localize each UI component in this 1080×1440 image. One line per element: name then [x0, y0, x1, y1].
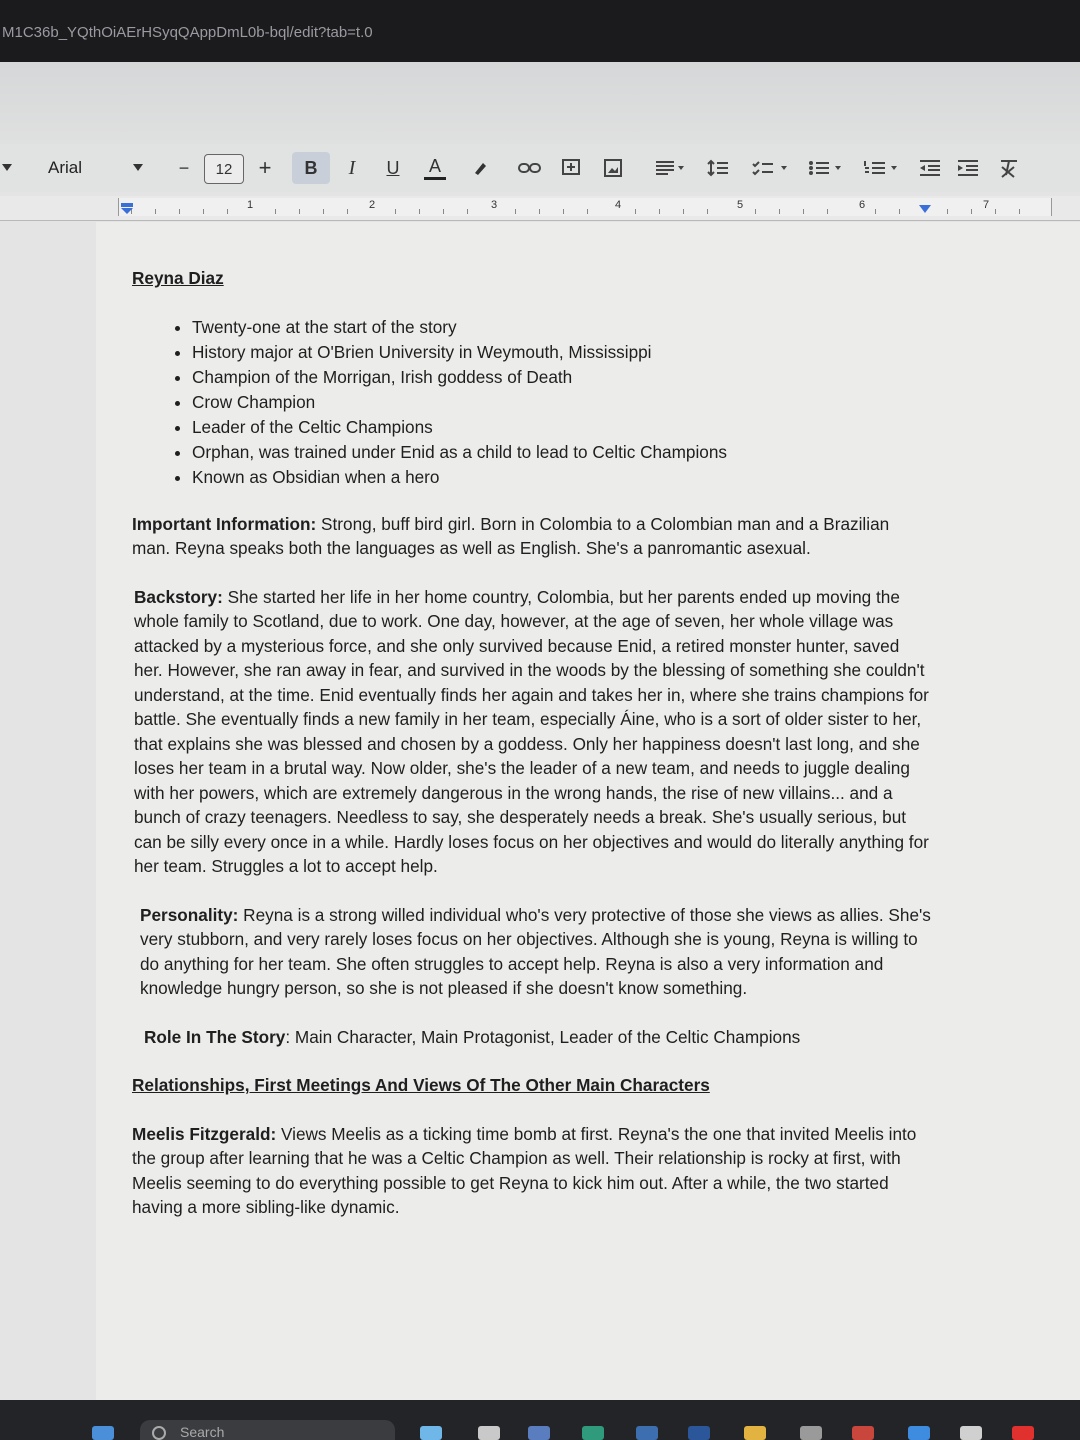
mail-icon[interactable] [852, 1426, 874, 1440]
role-text: : Main Character, Main Protagonist, Leader of the Celtic Champions [285, 1026, 801, 1047]
increase-font-size-button[interactable]: + [258, 155, 272, 180]
ruler-number: 6 [859, 199, 866, 211]
backstory-label: Backstory: [134, 586, 223, 607]
important-info-paragraph [132, 512, 932, 561]
list-item: • Champion of the Morrigan, Irish goddess of Death [192, 365, 932, 390]
backstory-text: She started her life in her home country, Colombia, but her parents ended up moving the whole family to Scotland, due to work. One day, however, at the age of seven, her whole village was attacked by a mysterious force, and she only survived because Enid, a retired monster hunter, saved her. However, she ran away in fear, and survived in the woods by the blessing of something she couldn't understand, at the time. Enid eventually finds her again and takes her in, where she trains champions for battle. She eventually finds a new family in her team, especially Áine, who is a sort of older sister to her, that explains she was blessed and chosen by a goddess. Only her happiness doesn't last long, and she loses her team in a brutal way. Now older, she's the leader of a new team, and needs to juggle dealing with her powers, which are extremely dangerous in the wrong hands, the rise of new villains... and a bunch of crazy teenagers. Needless to say, she desperately needs a break. She's usually serious, but can be silly every once in a while. Hardly loses focus on her objectives and would do literally anything for her team. Struggles a lot to accept help. [134, 586, 929, 876]
list-item: • History major at O'Brien University in Weymouth, Mississippi [192, 340, 932, 365]
taskbar-app-icon[interactable] [960, 1426, 982, 1440]
font-dropdown-icon[interactable] [130, 144, 146, 192]
clear-formatting-icon[interactable] [994, 144, 1024, 192]
word-icon[interactable] [688, 1426, 710, 1440]
right-indent-marker-icon[interactable] [918, 202, 932, 220]
format-toolbar [0, 144, 1080, 192]
taskbar-search[interactable] [140, 1420, 395, 1440]
backstory-paragraph [134, 585, 932, 879]
font-family-select[interactable]: Arial [48, 158, 83, 177]
list-item: • Twenty-one at the start of the story [192, 315, 932, 340]
line-spacing-icon[interactable] [704, 144, 732, 192]
text-color-swatch [424, 177, 446, 180]
address-bar[interactable] [0, 0, 1080, 62]
first-line-indent-marker-icon[interactable] [120, 202, 134, 220]
list-item: • Known as Obsidian when a hero [192, 465, 932, 490]
bulleted-list-icon[interactable] [804, 144, 850, 192]
ruler-number: 1 [247, 199, 254, 211]
insert-image-icon[interactable] [600, 144, 626, 192]
ruler-number: 2 [369, 199, 376, 211]
meelis-text: Views Meelis as a ticking time bomb at first. Reyna's the one that invited Meelis into the group after learning that he was a Celtic Champion as well. Their relationship is rocky at first, with Meelis seeming to do everything possible to get Reyna to kick him out. After a while, the two started having a more sibling-like dynamic. [132, 1123, 917, 1217]
bold-button[interactable]: B [292, 152, 330, 184]
list-item: • Leader of the Celtic Champions [192, 415, 932, 440]
personality-text: Reyna is a strong willed individual who's very protective of those she views as allies. She's very stubborn, and very rarely loses focus on her objectives. Although she is young, Reyna is willing to do anything for her team. She often struggles to accept help. Reyna is also a very information and knowledge hungry person, so she is not pleased if she doesn't know something. [140, 904, 931, 998]
ruler-number: 7 [983, 199, 990, 211]
meelis-label: Meelis Fitzgerald: [132, 1123, 277, 1144]
list-item: • Crow Champion [192, 390, 932, 415]
decrease-font-size-button[interactable]: − [178, 157, 190, 178]
text-color-button[interactable] [422, 144, 448, 192]
document-body[interactable] [132, 266, 932, 1244]
italic-button[interactable]: I [348, 156, 356, 179]
ruler[interactable] [0, 196, 1080, 221]
ruler-number: 5 [737, 199, 744, 211]
taskbar-app-icon[interactable] [636, 1426, 658, 1440]
relationships-heading: Relationships, First Meetings And Views Of The Other Main Characters [132, 1075, 710, 1095]
youtube-icon[interactable] [1012, 1426, 1034, 1440]
url-text: M1C36b_YQthOiAErHSyqQAppDmL0b-bql/edit?tab=t.0 [2, 24, 373, 41]
character-facts-list [132, 315, 932, 490]
add-comment-icon[interactable] [558, 144, 584, 192]
taskbar-app-icon[interactable] [908, 1426, 930, 1440]
important-info-text: Strong, buff bird girl. Born in Colombia to a Colombian man and a Brazilian man. Reyna speaks both the languages as well as English. She's a panromantic asexual. [132, 513, 890, 558]
taskbar-search-label: Search [180, 1424, 225, 1440]
character-name-heading: Reyna Diaz [132, 268, 224, 288]
personality-paragraph [140, 903, 932, 1001]
list-item: • Orphan, was trained under Enid as a child to lead to Celtic Champions [192, 440, 932, 465]
meelis-paragraph [132, 1122, 932, 1220]
increase-indent-icon[interactable] [954, 144, 982, 192]
search-icon [152, 1426, 166, 1440]
chevron-down-icon[interactable] [0, 144, 14, 192]
role-paragraph [144, 1025, 932, 1050]
highlight-pen-icon[interactable] [468, 144, 492, 192]
ruler-track [118, 198, 1052, 216]
file-explorer-icon[interactable] [744, 1426, 766, 1440]
taskbar-app-icon[interactable] [582, 1426, 604, 1440]
important-info-label: Important Information: [132, 513, 317, 534]
taskbar-app-icon[interactable] [800, 1426, 822, 1440]
role-label: Role In The Story [144, 1026, 286, 1047]
numbered-list-icon[interactable] [860, 144, 906, 192]
ruler-number: 3 [491, 199, 498, 211]
align-icon[interactable] [650, 144, 690, 192]
docs-header [0, 62, 1080, 144]
start-menu-icon[interactable] [92, 1426, 114, 1440]
underline-button[interactable]: U [386, 157, 400, 178]
taskbar-app-icon[interactable] [528, 1426, 550, 1440]
insert-link-icon[interactable] [516, 144, 544, 192]
personality-label: Personality: [140, 904, 239, 925]
checklist-icon[interactable] [748, 144, 794, 192]
text-color-label: A [428, 156, 441, 176]
decrease-indent-icon[interactable] [916, 144, 944, 192]
ruler-number: 4 [615, 199, 622, 211]
taskbar-app-icon[interactable] [420, 1426, 442, 1440]
font-size-input[interactable]: 12 [204, 154, 244, 184]
taskbar-app-icon[interactable] [478, 1426, 500, 1440]
